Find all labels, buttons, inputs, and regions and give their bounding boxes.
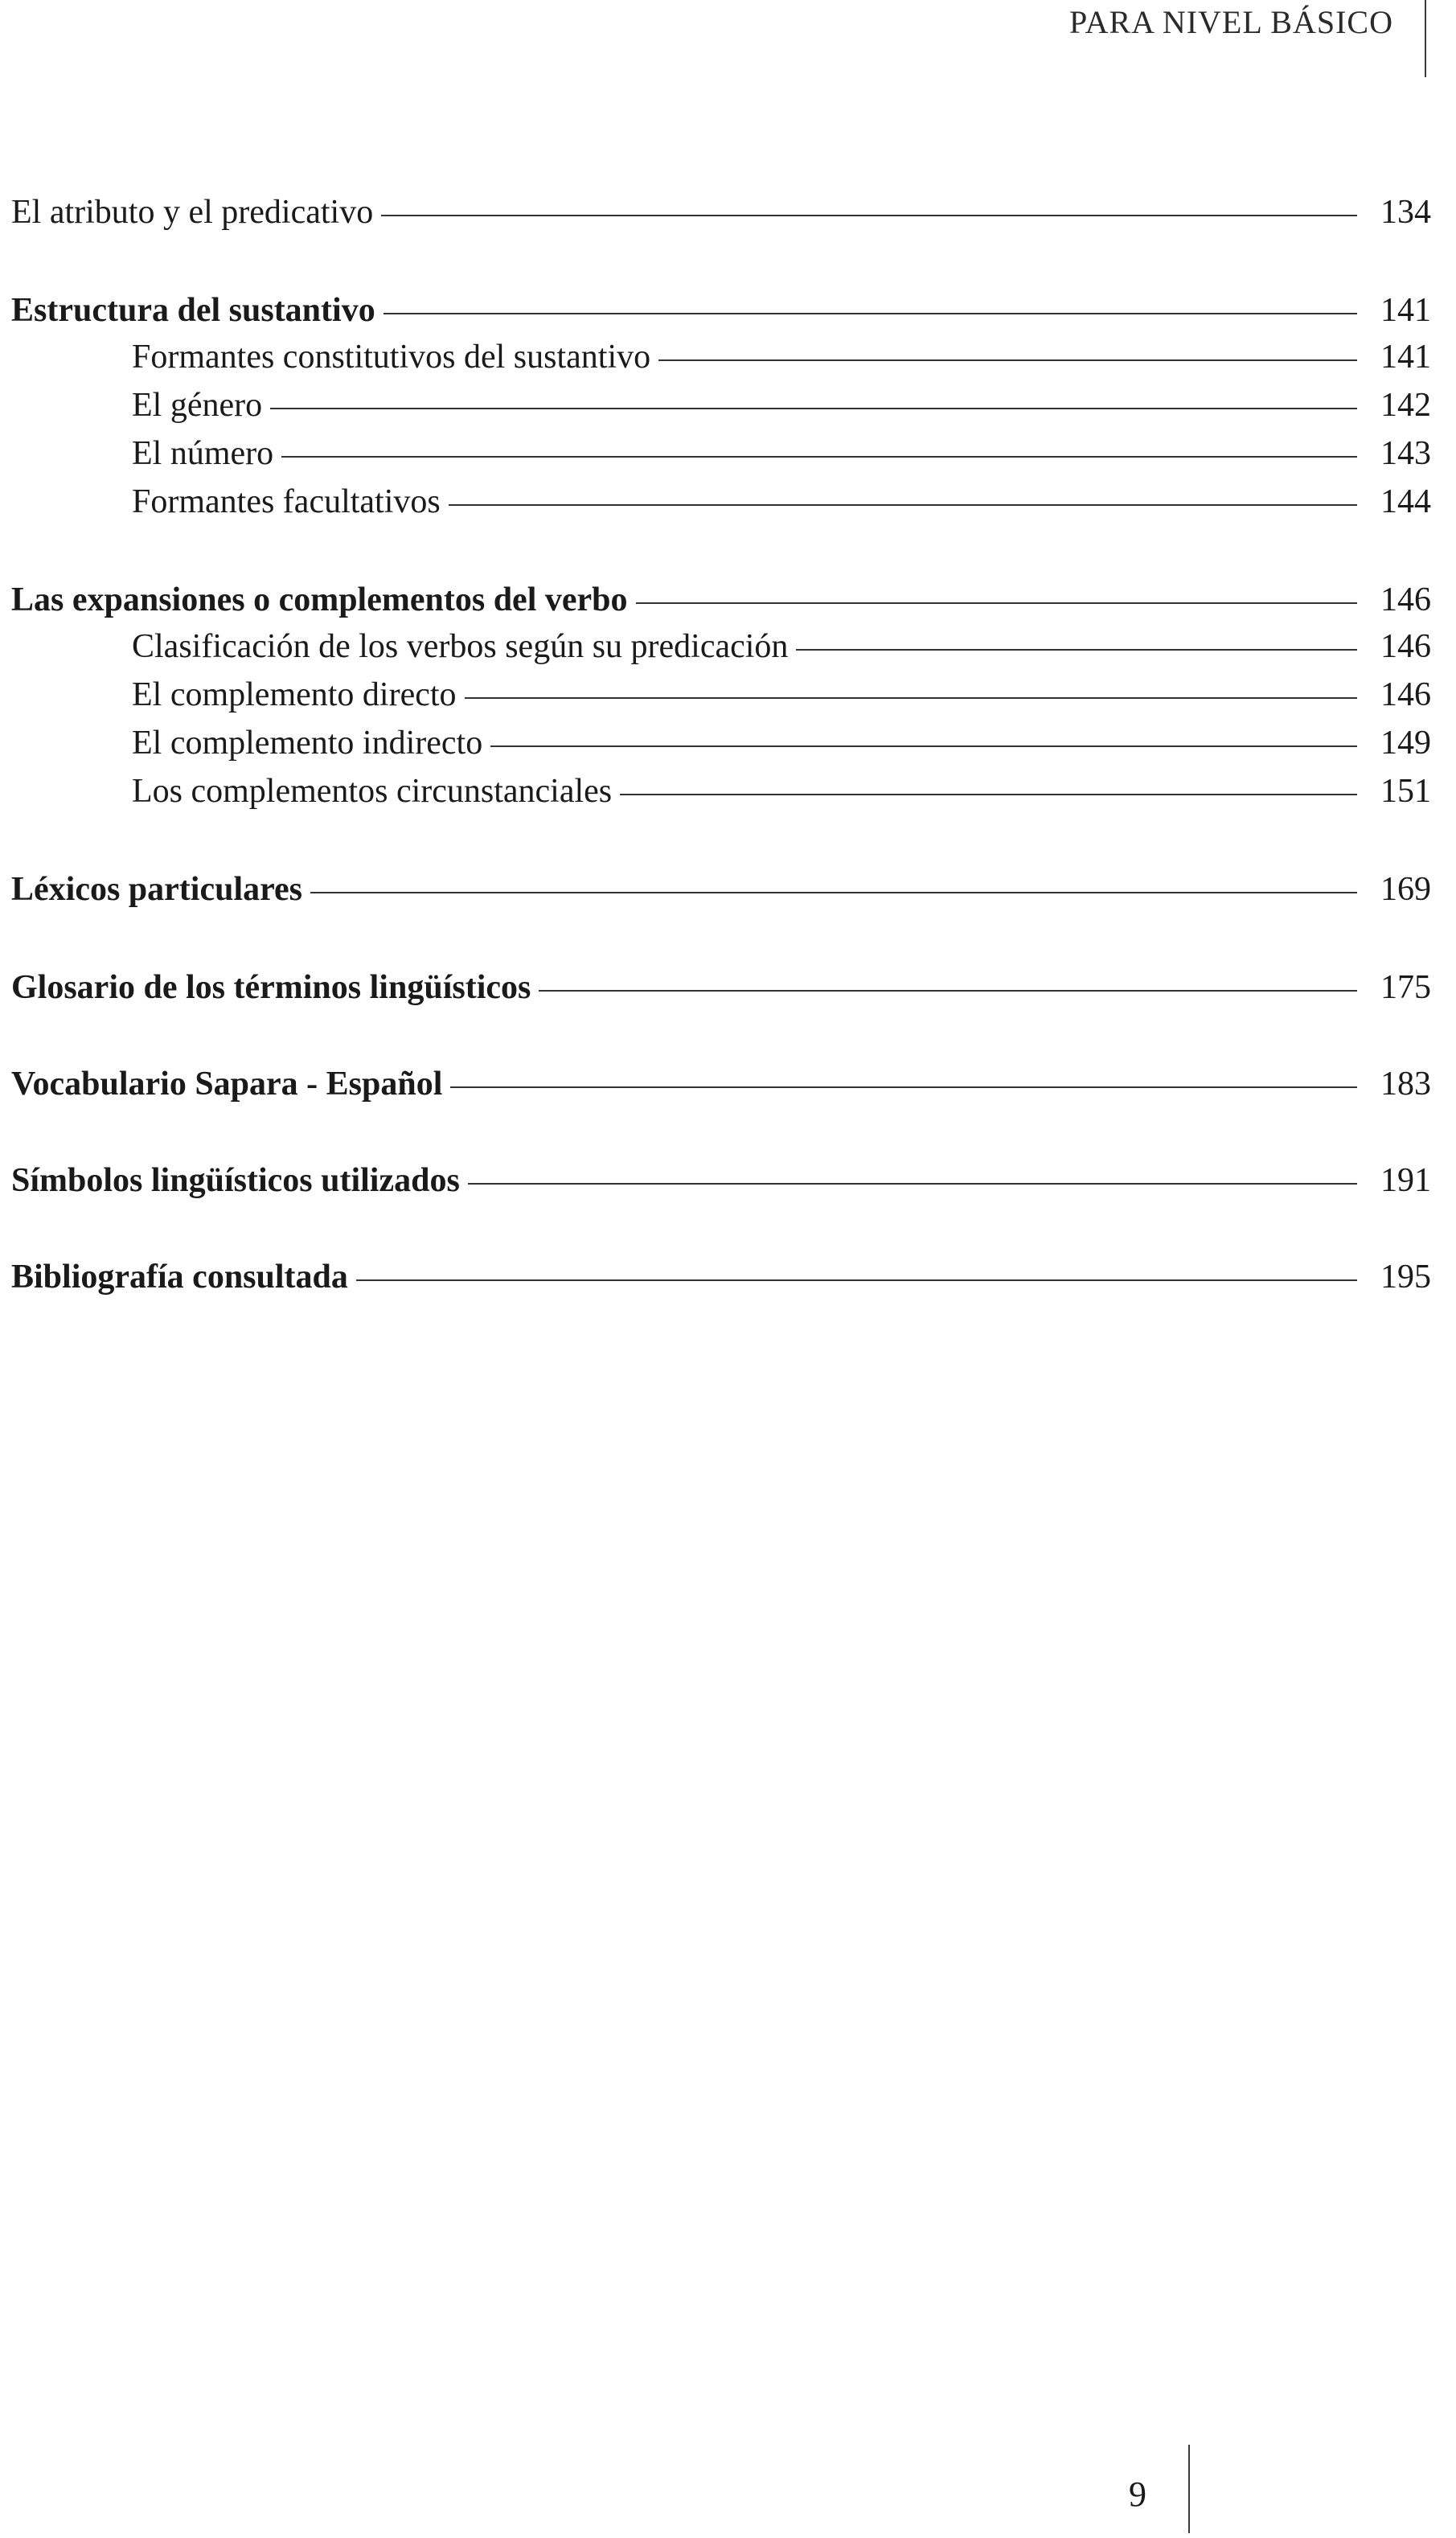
toc-leader <box>620 794 1357 795</box>
toc-entry-label: Las expansiones o complementos del verbo <box>11 581 628 618</box>
toc-entry-page: 142 <box>1380 387 1431 424</box>
toc-leader <box>381 215 1357 216</box>
toc-subentry <box>132 431 1431 476</box>
toc-entry-label: Estructura del sustantivo <box>11 292 375 329</box>
toc-entry-page: 183 <box>1380 1066 1431 1103</box>
toc-entry-label: El complemento directo <box>132 676 457 713</box>
toc-entry-label: El complemento indirecto <box>132 725 483 762</box>
running-header: PARA NIVEL BÁSICO <box>1069 4 1393 40</box>
toc-entry-label: Clasificación de los verbos según su predicación <box>132 628 789 665</box>
toc-leader <box>450 1086 1357 1088</box>
folio-rule <box>1188 2445 1190 2533</box>
toc-entry-page: 143 <box>1380 435 1431 472</box>
toc-entry-label: El número <box>132 435 274 472</box>
toc-leader <box>468 1183 1357 1185</box>
toc-section-heading <box>11 1158 1431 1203</box>
toc-section-heading <box>11 288 1431 333</box>
toc-section-heading <box>11 577 1431 622</box>
toc-section-heading <box>11 1062 1431 1107</box>
toc-leader <box>539 990 1357 992</box>
toc-leader <box>270 408 1357 409</box>
page-number: 9 <box>1129 2474 1146 2514</box>
toc-entry <box>11 190 1431 235</box>
toc-entry-label: Léxicos particulares <box>11 871 303 908</box>
toc-subentry <box>132 383 1431 428</box>
toc-entry-label: Formantes facultativos <box>132 483 441 520</box>
toc-leader <box>356 1279 1357 1281</box>
toc-subentry <box>132 335 1431 380</box>
toc-entry-page: 175 <box>1380 969 1431 1006</box>
toc-leader <box>449 504 1357 506</box>
toc-subentry <box>132 624 1431 669</box>
toc-entry-label: El género <box>132 387 263 424</box>
toc-leader <box>636 602 1358 604</box>
toc-leader <box>465 697 1357 699</box>
toc-section-heading <box>11 965 1431 1010</box>
toc-leader <box>383 313 1357 314</box>
toc-entry-label: Glosario de los términos lingüísticos <box>11 969 531 1006</box>
toc-entry-label: Símbolos lingüísticos utilizados <box>11 1162 460 1199</box>
toc-entry-page: 141 <box>1380 292 1431 329</box>
toc-entry-label: Vocabulario Sapara - Español <box>11 1066 443 1103</box>
toc-entry-label: Formantes constitutivos del sustantivo <box>132 339 651 376</box>
toc-subentry <box>132 479 1431 524</box>
toc-section-heading <box>11 1255 1431 1300</box>
toc-entry-label: Los complementos circunstanciales <box>132 773 613 810</box>
toc-entry-page: 195 <box>1380 1259 1431 1296</box>
toc-entry-page: 146 <box>1380 581 1431 618</box>
toc-entry-label: Bibliografía consultada <box>11 1259 348 1296</box>
toc-entry-page: 141 <box>1380 339 1431 376</box>
toc-subentry <box>132 672 1431 717</box>
toc-entry-page: 149 <box>1380 725 1431 762</box>
toc-entry-page: 191 <box>1380 1162 1431 1199</box>
toc-leader <box>658 359 1357 361</box>
toc-subentry <box>132 769 1431 814</box>
toc-entry-page: 134 <box>1380 194 1431 231</box>
toc-leader <box>490 745 1357 747</box>
toc-section-heading <box>11 867 1431 912</box>
toc-leader <box>796 649 1357 651</box>
toc-entry-page: 169 <box>1380 871 1431 908</box>
toc-entry-page: 146 <box>1380 628 1431 665</box>
toc-entry-page: 151 <box>1380 773 1431 810</box>
toc-entry-page: 144 <box>1380 483 1431 520</box>
toc-entry-page: 146 <box>1380 676 1431 713</box>
toc-leader <box>281 456 1357 458</box>
header-rule <box>1425 0 1426 77</box>
toc-entry-label: El atributo y el predicativo <box>11 194 374 231</box>
toc-subentry <box>132 721 1431 766</box>
toc-leader <box>310 892 1357 893</box>
